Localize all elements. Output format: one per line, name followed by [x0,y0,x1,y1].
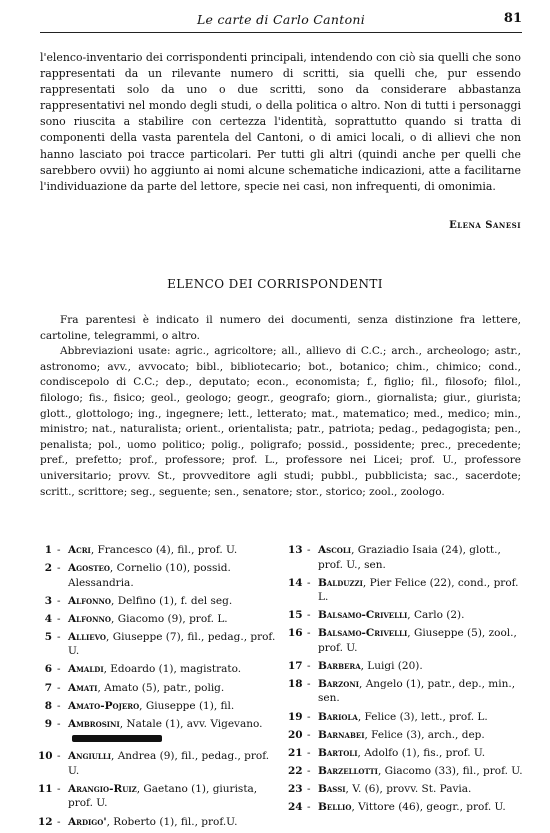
entry-surname: Bassi [318,782,346,795]
list-item [38,699,278,714]
entry-surname: Ardigo' [68,815,107,828]
entry-number: 13 [288,544,303,556]
entry-number: 5 [44,630,52,643]
entry-details: , Felice (3), lett., prof. L. [357,710,488,723]
entry-surname: Ascoli [318,544,352,556]
entry-details: , Giuseppe (1), fil. [139,699,235,712]
section-notes [40,313,521,500]
list-item [38,815,278,830]
entry-bullet: - [307,782,311,795]
entry-bullet: - [307,801,311,814]
entry-number: 8 [44,699,52,712]
list-item [288,710,526,725]
entry-bullet: - [307,728,311,741]
entry-number: 1 [44,544,52,556]
entry-bullet: - [307,746,311,759]
entry-bullet: - [57,630,61,643]
entry-bullet: - [307,677,311,690]
entry-bullet: - [307,544,311,556]
entry-number: 10 [38,750,53,763]
list-item [288,728,526,743]
section-title: ELENCO DEI CORRISPONDENTI [167,277,383,291]
author-signature: Elena Sanesi [449,220,521,231]
entry-surname: Ambrosini [68,717,120,730]
entry-bullet: - [307,627,311,640]
entry-surname: Acri [68,544,91,556]
entry-number: 11 [38,782,53,795]
entry-surname: Balsamo-Crivelli [318,627,408,640]
abbreviations-paragraph: Abbreviazioni usate: agric., agricoltore; all., allievo di C.C.; arch., archeologo; astr., astronomo; avv., avvocato; bibl., bibliotecario; bot., botanico; chim., chimico; cond., condiscepolo di C.C.; dep., deputato; econ., economista; f., figlio; fil., filosofo; filol., filologo; fis., fisico; geol., geologo; geogr., geografo; giorn., giornalista; giur., giurista; glott., glottologo; ing., ingegnere; lett., letterato; mat., matematico; med., medico; min., ministro; nat., naturalista; orient., orientalista; patr., patriota; pedag., pedagogista; pen., penalista; pol., uomo politico; polig., poligrafo; possid., possidente; prec., precedente; pref., prefetto; prof., professore; prof. L., professore nei Licei; prof. U., professore universitario; provv. St., provveditore agli studi; pubbl., pubblicista; sac., sacerdote; scritt., scrittore; seg., seguente; sen., senatore; stor., storico; zool., zoologo. [40,345,521,498]
entry-surname: Amaldi [68,663,104,676]
entry-number: 19 [288,710,303,723]
entry-surname: Amati [68,681,98,694]
entry-number: 6 [44,663,52,676]
entry-bullet: - [57,815,61,828]
entry-bullet: - [307,764,311,777]
entry-number: 18 [288,677,303,690]
entry-details: , Giuseppe (5), zool., prof. U. [318,627,517,654]
entry-surname: Alfonno [68,594,112,607]
entry-details: , Roberto (1), fil., prof.U. [106,815,238,828]
entry-bullet: - [57,612,61,625]
entry-surname: Balsamo-Crivelli [318,609,408,622]
list-item [288,782,526,797]
list-item [38,561,278,590]
entry-bullet: - [57,562,61,575]
entry-details: , Giacomo (9), prof. L. [111,612,228,625]
entry-surname: Barzellotti [318,764,378,777]
entry-number: 17 [288,659,303,672]
entry-number: 21 [288,746,303,759]
list-item [38,717,278,746]
entry-number: 2 [44,562,52,575]
page-header [40,10,522,33]
entry-details: , Felice (3), arch., dep. [364,728,485,741]
entry-details: , Delfino (1), f. del seg. [111,594,233,607]
entry-details: , Edoardo (1), magistrato. [103,663,242,676]
entry-number: 9 [44,717,52,730]
entry-number: 20 [288,728,303,741]
entry-number: 22 [288,764,303,777]
redaction-mark [72,735,162,742]
entry-details: , Cornelio (10), possid. Alessandria. [68,562,231,589]
entry-details: , Giacomo (33), fil., prof. U. [377,764,523,777]
entry-number: 24 [288,801,303,814]
list-item [38,630,278,659]
entry-details: , Vittore (46), geogr., prof. U. [351,801,506,814]
list-item [288,543,526,572]
entry-surname: Agosteo [68,562,110,575]
entry-details: , Carlo (2). [407,609,465,622]
entry-bullet: - [57,782,61,795]
entry-bullet: - [307,659,311,672]
entry-number: 3 [44,594,52,607]
entries-column-right [288,543,526,818]
entry-number: 12 [38,815,53,828]
list-item [38,594,278,609]
entry-surname: Allievo [68,630,107,643]
entry-surname: Barbera [318,659,361,672]
entry-number: 23 [288,782,303,795]
list-item [38,681,278,696]
entry-bullet: - [57,699,61,712]
list-item [38,543,278,558]
list-item [288,677,526,706]
list-item [288,800,526,815]
list-item [288,764,526,779]
entry-details: , V. (6), provv. St. Pavia. [345,782,472,795]
entry-details: , Francesco (4), fil., prof. U. [90,544,238,556]
list-item [288,626,526,655]
page-number: 81 [503,11,522,26]
entry-details: , Giuseppe (7), fil., pedag., prof. U. [68,630,276,658]
entry-number: 14 [288,576,303,589]
entry-surname: Barnabei [318,728,365,741]
entry-bullet: - [57,594,61,607]
entry-surname: Bellio [318,801,352,814]
entry-surname: Angiulli [68,750,112,763]
entry-bullet: - [57,717,61,730]
entry-surname: Bariola [318,710,358,723]
count-note: Fra parentesi è indicato il numero dei documenti, senza distinzione fra lettere, cartoline, telegrammi, o altro. [40,314,521,342]
running-title: Le carte di Carlo Cantoni [196,12,366,27]
entry-surname: Bartoli [318,746,358,759]
entry-details: , Graziadio Isaia (24), glott., prof. U., sen. [318,544,501,571]
entry-bullet: - [307,710,311,723]
list-item [288,659,526,674]
entry-bullet: - [57,681,61,694]
list-item [288,746,526,761]
entry-surname: Alfonno [68,612,112,625]
entry-bullet: - [307,609,311,622]
list-item [288,576,526,605]
entry-details: , Pier Felice (22), cond., prof. L. [318,576,519,604]
entry-surname: Amato-Pojero [68,699,140,712]
entry-bullet: - [57,544,61,556]
entry-details: , Andrea (9), fil., pedag., prof. U. [68,750,270,777]
list-item [38,782,278,811]
entry-bullet: - [307,576,311,589]
entry-number: 16 [288,627,303,640]
entry-number: 15 [288,609,303,622]
entry-number: 4 [44,612,52,625]
entry-surname: Arangio-Ruiz [68,782,137,795]
entry-details: , Natale (1), avv. Vigevano. [119,717,263,730]
entry-details: , Luigi (20). [360,659,423,672]
entry-number: 7 [44,681,52,694]
entry-details: , Angelo (1), patr., dep., min., sen. [318,677,516,705]
intro-paragraph: l'elenco-inventario dei corrispondenti principali, intendendo con ciò sia quelli che sono rappresentati da un rilevante numero di scritti, sia quelli che, pur essendo rappresentati solo da uno o due scritti, sono da considerare abbastanza rappresentativi nel mondo degli studi, o della politica o altro. Non di tutti i personaggi sono riuscita a stabilire con certezza l'identità, soprattutto quando si tratta di componenti della vasta parentela del Cantoni, o di amici locali, o di allievi che non hanno lasciato poi tracce particolari. Per tutti gli altri (quindi anche per quelli che sarebbero ovvii) ho aggiunto ai nomi alcune schematiche indicazioni, atte a facilitarne l'individuazione da parte del lettore, specie nei casi, non infrequenti, di omonimia. [40,51,521,193]
list-item [38,612,278,627]
entry-surname: Barzoni [318,677,360,690]
entry-surname: Balduzzi [318,576,363,589]
list-item [38,749,278,778]
entry-details: , Adolfo (1), fis., prof. U. [357,746,486,759]
entry-bullet: - [57,663,61,676]
entry-details: , Gaetano (1), giurista, prof. U. [68,782,258,810]
entry-details: , Amato (5), patr., polig. [97,681,225,694]
list-item [38,662,278,677]
entry-bullet: - [57,750,61,763]
list-item [288,608,526,623]
entries-column-left [38,543,278,833]
